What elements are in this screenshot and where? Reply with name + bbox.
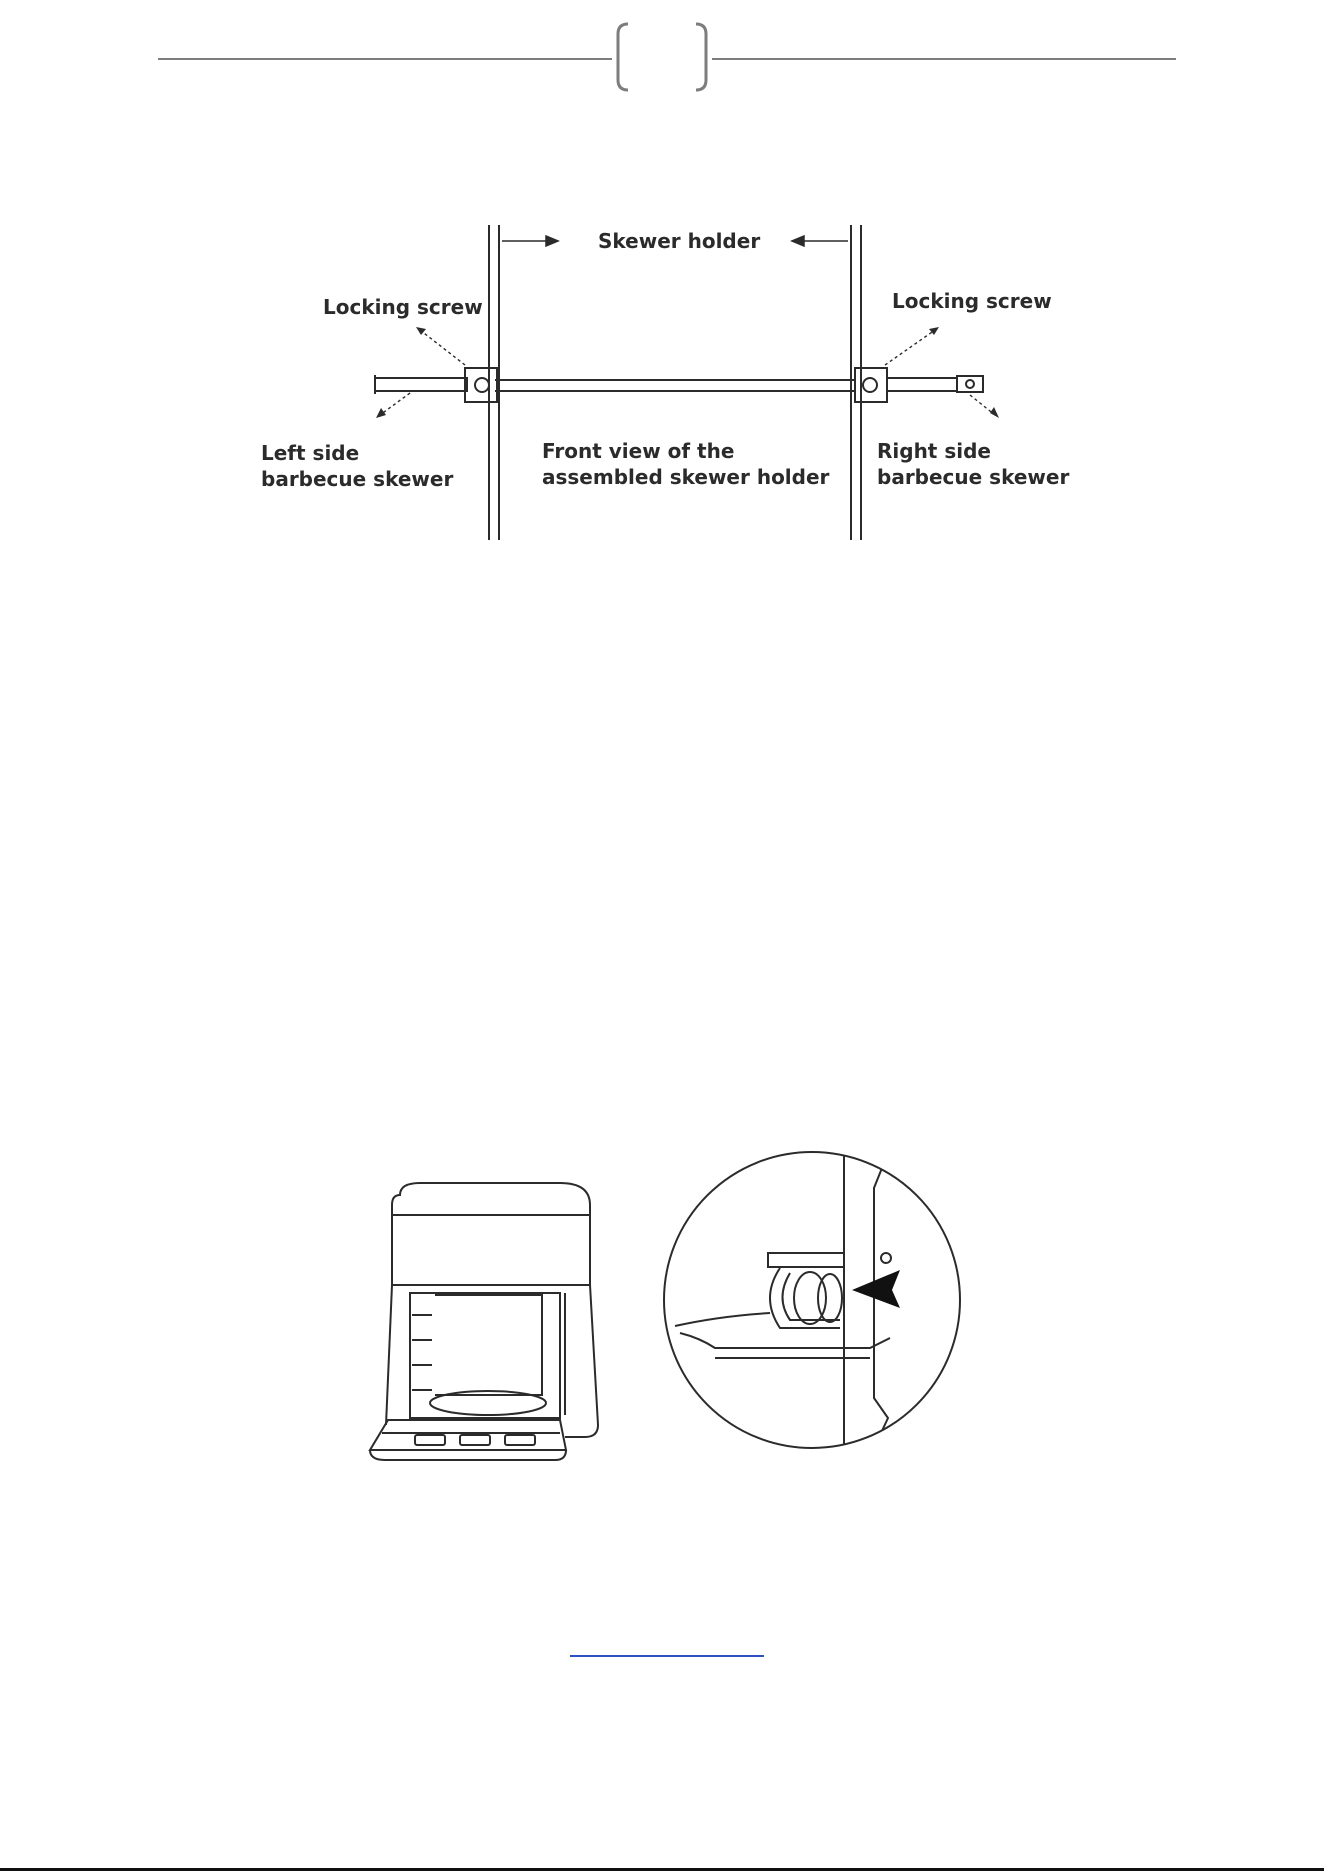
appliance-illustration [360,1175,620,1465]
page-number-bracket [612,22,712,92]
label-left-skewer-line1: Left side [261,441,360,465]
footer-rule [0,1868,1324,1871]
label-left-skewer-line2: barbecue skewer [261,467,454,491]
label-skewer-holder: Skewer holder [598,229,761,253]
detail-circle-illustration [660,1148,965,1453]
label-right-skewer-line2: barbecue skewer [877,465,1070,489]
label-locking-screw-left: Locking screw [323,295,483,319]
hyperlink-underline[interactable] [570,1655,764,1657]
label-right-skewer-line1: Right side [877,439,991,463]
label-locking-screw-right: Locking screw [892,289,1052,313]
label-front-view-line2: assembled skewer holder [542,465,830,489]
skewer-holder-diagram [240,215,1080,550]
label-front-view-line1: Front view of the [542,439,735,463]
header-rule-right [712,58,1176,60]
header-rule-left [158,58,612,60]
